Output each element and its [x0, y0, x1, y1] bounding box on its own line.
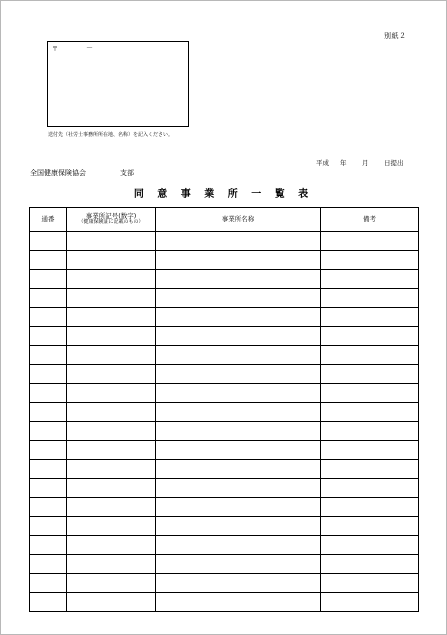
- cell-remarks[interactable]: [321, 536, 419, 555]
- cell-establishment-name[interactable]: [156, 517, 321, 536]
- cell-establishment-name[interactable]: [156, 403, 321, 422]
- cell-establishment-name[interactable]: [156, 384, 321, 403]
- cell-serial[interactable]: [30, 289, 67, 308]
- organization-name: 全国健康保険協会: [30, 169, 86, 177]
- date-day-submitted: 日提出: [384, 159, 404, 167]
- cell-remarks[interactable]: [321, 498, 419, 517]
- table-row: [30, 574, 419, 593]
- cell-establishment-code[interactable]: [67, 384, 156, 403]
- cell-establishment-code[interactable]: [67, 232, 156, 251]
- cell-establishment-code[interactable]: [67, 403, 156, 422]
- cell-serial[interactable]: [30, 270, 67, 289]
- header-code-sub: （健康保険証に記載のもの）: [78, 219, 144, 226]
- cell-establishment-name[interactable]: [156, 346, 321, 365]
- cell-remarks[interactable]: [321, 555, 419, 574]
- table-row: [30, 593, 419, 612]
- cell-establishment-code[interactable]: [67, 441, 156, 460]
- cell-remarks[interactable]: [321, 346, 419, 365]
- cell-establishment-code[interactable]: [67, 460, 156, 479]
- cell-remarks[interactable]: [321, 270, 419, 289]
- cell-establishment-name[interactable]: [156, 270, 321, 289]
- table-row: [30, 232, 419, 251]
- cell-serial[interactable]: [30, 422, 67, 441]
- cell-establishment-code[interactable]: [67, 574, 156, 593]
- table-row: [30, 365, 419, 384]
- address-note: 送付先（社労士事務所所在地、名称）を記入ください。: [48, 132, 174, 138]
- cell-establishment-name[interactable]: [156, 498, 321, 517]
- cell-establishment-code[interactable]: [67, 422, 156, 441]
- cell-establishment-name[interactable]: [156, 289, 321, 308]
- table-row: [30, 441, 419, 460]
- cell-serial[interactable]: [30, 365, 67, 384]
- cell-serial[interactable]: [30, 346, 67, 365]
- cell-remarks[interactable]: [321, 308, 419, 327]
- table-row: [30, 403, 419, 422]
- table-row: [30, 346, 419, 365]
- cell-establishment-name[interactable]: [156, 460, 321, 479]
- date-era: 平成: [316, 159, 329, 167]
- table-row: [30, 479, 419, 498]
- postal-dash: －: [86, 44, 93, 52]
- establishment-list-table: [29, 207, 419, 612]
- cell-establishment-name[interactable]: [156, 365, 321, 384]
- cell-serial[interactable]: [30, 232, 67, 251]
- cell-remarks[interactable]: [321, 365, 419, 384]
- cell-establishment-code[interactable]: [67, 270, 156, 289]
- cell-establishment-name[interactable]: [156, 441, 321, 460]
- table-row: [30, 384, 419, 403]
- cell-establishment-name[interactable]: [156, 422, 321, 441]
- cell-establishment-code[interactable]: [67, 365, 156, 384]
- table-row: [30, 536, 419, 555]
- header-serial: 通番: [30, 208, 67, 232]
- cell-serial[interactable]: [30, 403, 67, 422]
- cell-serial[interactable]: [30, 498, 67, 517]
- cell-establishment-code[interactable]: [67, 593, 156, 612]
- cell-establishment-code[interactable]: [67, 517, 156, 536]
- cell-establishment-name[interactable]: [156, 232, 321, 251]
- cell-establishment-code[interactable]: [67, 498, 156, 517]
- table-row: [30, 308, 419, 327]
- cell-serial[interactable]: [30, 460, 67, 479]
- table-row: [30, 517, 419, 536]
- branch-label: 支部: [120, 169, 134, 177]
- cell-remarks[interactable]: [321, 574, 419, 593]
- cell-establishment-code[interactable]: [67, 327, 156, 346]
- cell-remarks[interactable]: [321, 403, 419, 422]
- cell-remarks[interactable]: [321, 384, 419, 403]
- header-code-main: 事業所記号(数字): [85, 211, 137, 220]
- cell-establishment-name[interactable]: [156, 251, 321, 270]
- cell-establishment-code[interactable]: [67, 479, 156, 498]
- cell-serial[interactable]: [30, 327, 67, 346]
- header-remarks: 備考: [321, 208, 419, 232]
- cell-establishment-name[interactable]: [156, 479, 321, 498]
- cell-serial[interactable]: [30, 593, 67, 612]
- table-header-row: [30, 208, 419, 232]
- cell-establishment-code[interactable]: [67, 251, 156, 270]
- cell-establishment-code[interactable]: [67, 308, 156, 327]
- cell-establishment-name[interactable]: [156, 574, 321, 593]
- date-year: 年: [340, 159, 347, 167]
- cell-remarks[interactable]: [321, 251, 419, 270]
- header-establishment-name: 事業所名称: [156, 208, 321, 232]
- table-row: [30, 422, 419, 441]
- cell-establishment-name[interactable]: [156, 555, 321, 574]
- cell-establishment-name[interactable]: [156, 536, 321, 555]
- address-box: [47, 41, 189, 127]
- cell-establishment-name[interactable]: [156, 327, 321, 346]
- cell-serial[interactable]: [30, 441, 67, 460]
- cell-remarks[interactable]: [321, 232, 419, 251]
- cell-remarks[interactable]: [321, 593, 419, 612]
- cell-serial[interactable]: [30, 479, 67, 498]
- cell-serial[interactable]: [30, 574, 67, 593]
- header-establishment-code: [67, 208, 156, 232]
- table-row: [30, 327, 419, 346]
- cell-establishment-code[interactable]: [67, 536, 156, 555]
- table-row: [30, 498, 419, 517]
- cell-serial[interactable]: [30, 251, 67, 270]
- organization-line: [30, 168, 134, 178]
- cell-establishment-code[interactable]: [67, 346, 156, 365]
- postal-mark: 〒: [52, 46, 59, 53]
- table-row: [30, 555, 419, 574]
- cell-serial[interactable]: [30, 555, 67, 574]
- table-row: [30, 270, 419, 289]
- cell-serial[interactable]: [30, 536, 67, 555]
- document-title: 同 意 事 業 所 一 覧 表: [133, 189, 314, 200]
- cell-remarks[interactable]: [321, 327, 419, 346]
- cell-remarks[interactable]: [321, 441, 419, 460]
- cell-remarks[interactable]: [321, 289, 419, 308]
- cell-remarks[interactable]: [321, 517, 419, 536]
- cell-serial[interactable]: [30, 308, 67, 327]
- submission-date-line: [316, 158, 404, 167]
- annex-label: 別紙２: [384, 32, 407, 40]
- cell-serial[interactable]: [30, 384, 67, 403]
- table-row: [30, 289, 419, 308]
- table-row: [30, 460, 419, 479]
- date-month: 月: [362, 159, 369, 167]
- table-row: [30, 251, 419, 270]
- cell-establishment-name[interactable]: [156, 308, 321, 327]
- cell-remarks[interactable]: [321, 479, 419, 498]
- table-body: [30, 232, 419, 612]
- cell-establishment-code[interactable]: [67, 289, 156, 308]
- cell-remarks[interactable]: [321, 422, 419, 441]
- cell-remarks[interactable]: [321, 460, 419, 479]
- cell-establishment-name[interactable]: [156, 593, 321, 612]
- cell-establishment-code[interactable]: [67, 555, 156, 574]
- cell-serial[interactable]: [30, 517, 67, 536]
